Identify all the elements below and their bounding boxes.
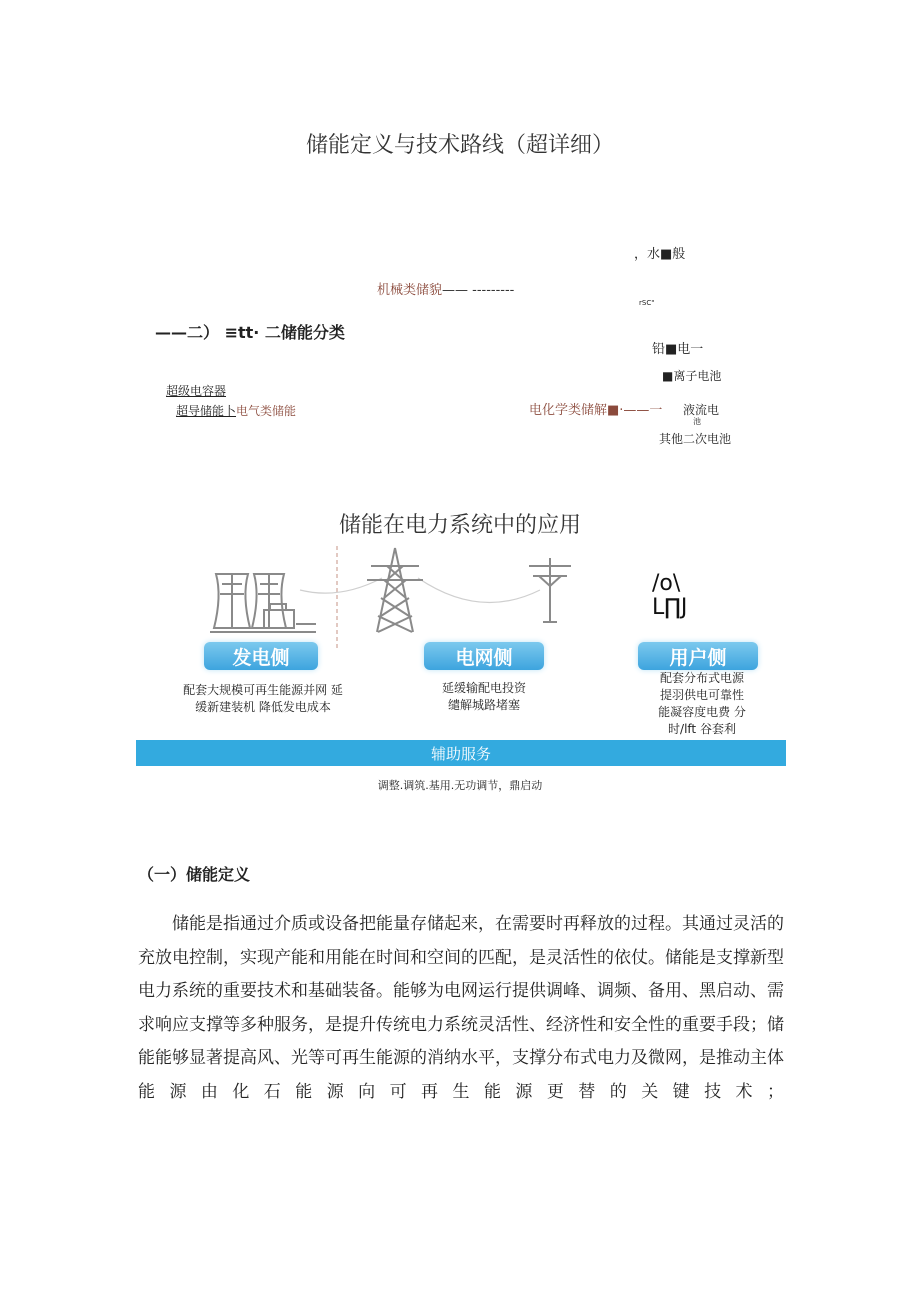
mechanical-storage-text: 机械类储貌 [377,283,443,298]
generation-desc-line: 缓新建装机 降低发电成本 [195,700,331,714]
mechanical-storage-label [377,279,514,298]
li-ion-label: ■离子电池 [662,369,722,383]
grid-side-description [404,680,564,714]
user-side-badge: 用户侧 [638,642,758,670]
user-desc-line: 配套分布式电源 [659,671,744,685]
auxiliary-services-bar: 辅助服务 [136,740,786,766]
lead-battery-label: 铅■电一 [652,342,704,357]
hydro-label: ，水■般 [634,247,686,262]
flow-battery-label: 液流电 [683,403,720,417]
definition-paragraph [138,908,784,1109]
utility-pole-icon [525,556,575,626]
flow-battery-label-2: 池 [693,417,701,426]
grid-side-badge: 电网侧 [424,642,544,670]
generation-side-description [178,682,348,716]
user-desc-line: 时/lft 谷套利 [668,722,736,736]
other-battery-label: 其他二次电池 [659,432,732,446]
superconducting-label [176,402,296,419]
house-icon [652,572,687,620]
page-title: 储能定义与技术路线（超详细） [305,133,614,158]
mechanical-dash-long: —— [442,283,469,298]
rsc-label: rSC" [639,299,655,307]
auxiliary-services-description: 调整.调筑.基用.无功调节，鼎启动 [377,779,543,792]
grid-desc-line: 缱解城路堵塞 [447,698,520,712]
section-heading: （一）储能定义 [138,865,251,884]
superconducting-text: 超导储能卜 [176,404,237,418]
generation-side-badge: 发电侧 [204,642,318,670]
user-side-description [632,670,772,738]
electric-storage-label: 电气类储能 [236,404,297,418]
house-icon-roof: /o\ [652,571,681,596]
user-desc-line: 能凝容度电费 分 [658,705,746,719]
storage-classification-label: ——二） ≡tt· 二储能分类 [155,323,345,342]
definition-paragraph-last-line: 能源由化石能源向可再生能源更替的关键技术； [138,1081,784,1102]
definition-paragraph-body: 储能是指通过介质或设备把能量存储起来，在需要时再释放的过程。其通过灵活的充放电控制，实现产能和用能在时间和空间的匹配，是灵活性的依仗。储能是支撑新型电力系统的重要技术和基础装备。能够为电网运行提供调峰、调频、备用、黑启动、需求响应支撑等多种服务，是提升传统电力系统灵活性、经济性和安全性的重要手段；储能能够显著提高风、光等可再生能源的消纳水平，支撑分布式电力及微网，是推动主体 [138,914,784,1068]
generation-desc-line: 配套大规模可再生能源并网 延 [183,683,343,697]
transmission-tower-icon [365,546,425,634]
mechanical-dash-short: --------- [472,283,515,298]
user-desc-line: 提羽供电可靠性 [659,688,744,702]
supercapacitor-label: 超级电容器 [166,384,227,398]
grid-desc-line: 延缓输配电投资 [441,681,526,695]
house-icon-body: L∏J [652,595,688,620]
electrochemical-storage-label: 电化学类储解■·——一 [529,403,663,418]
application-title: 储能在电力系统中的应用 [338,513,581,538]
